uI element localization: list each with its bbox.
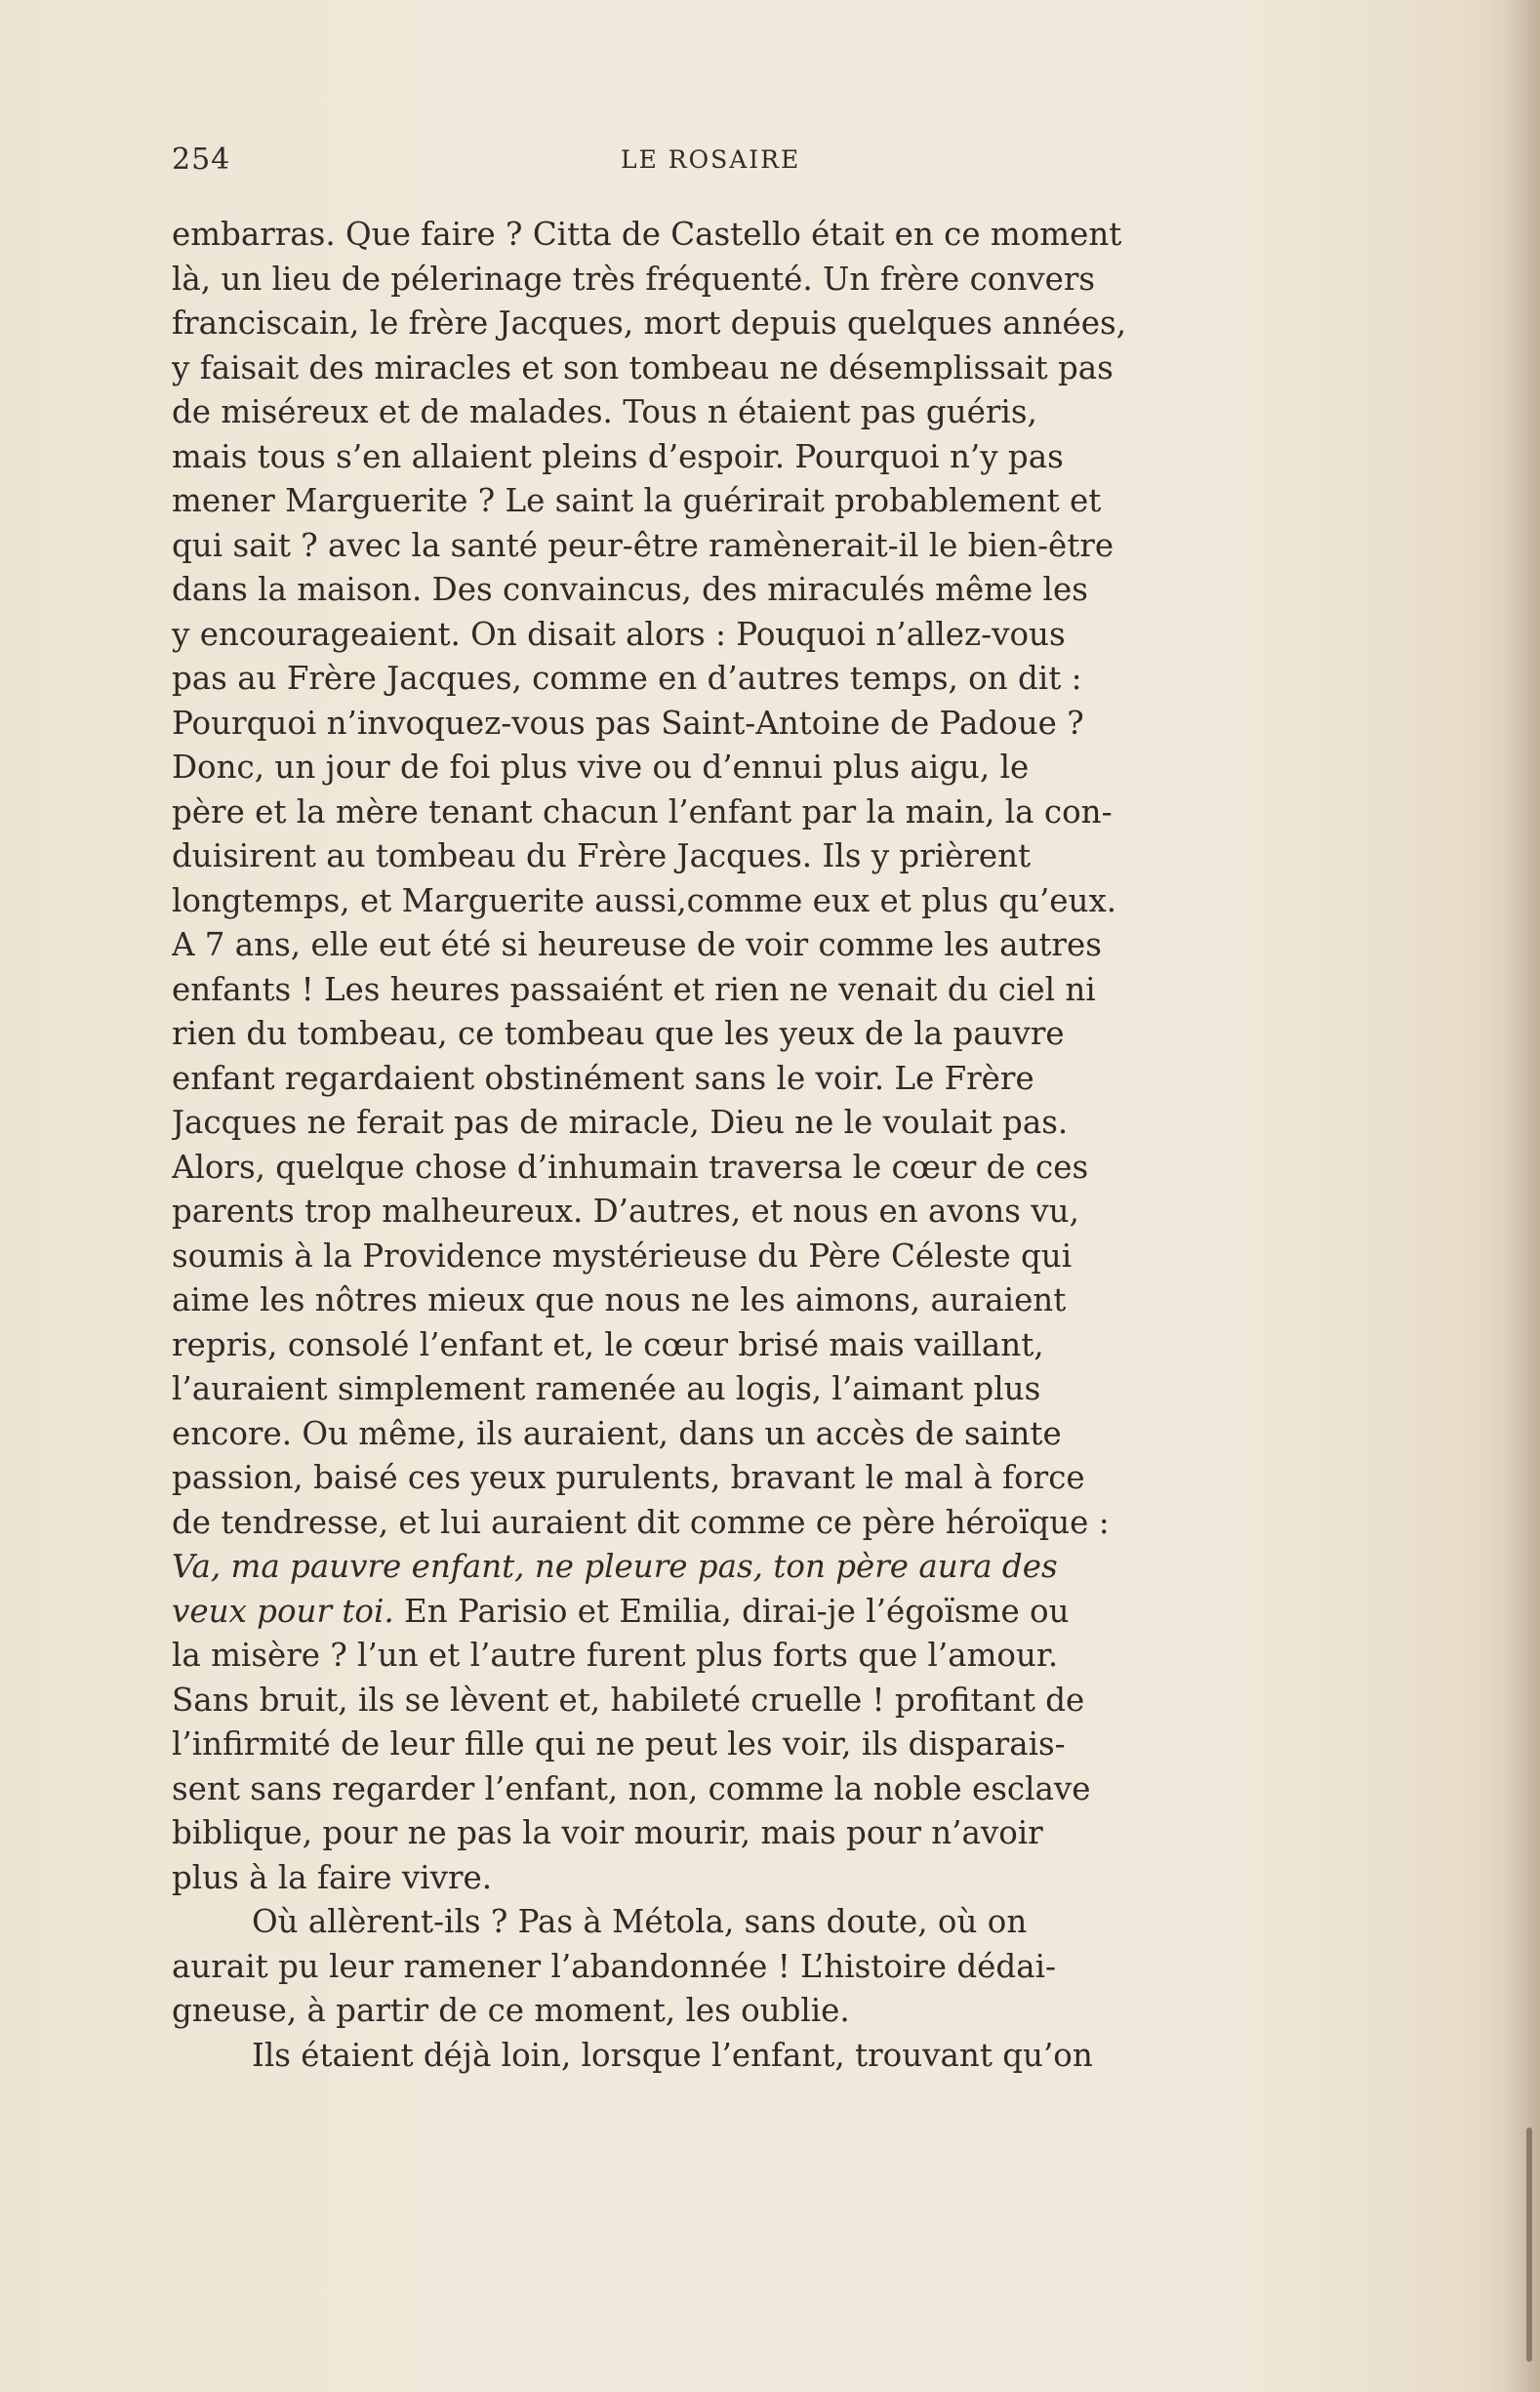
text-line: parents trop malheureux. D’autres, et nous en avons vu, bbox=[172, 1193, 1079, 1230]
text-line: pas au Frère Jacques, comme en d’autres temps, on dit : bbox=[172, 660, 1082, 697]
text-line-mixed bbox=[172, 1590, 1323, 1635]
text-line: passion, baisé ces yeux purulents, bravant le mal à force bbox=[172, 1459, 1085, 1496]
text-line: aurait pu leur ramener l’abandonnée ! L’histoire dédai- bbox=[172, 1947, 1056, 1985]
text-line: la misère ? l’un et l’autre furent plus forts que l’amour. bbox=[172, 1637, 1059, 1674]
text-line: de miséreux et de malades. Tous n étaient pas guéris, bbox=[172, 393, 1037, 430]
page-header bbox=[172, 142, 1323, 183]
text-line: là, un lieu de pélerinage très fréquenté. Un frère convers bbox=[172, 260, 1096, 298]
text-line: dans la maison. Des convaincus, des miraculés même les bbox=[172, 571, 1088, 608]
text-line: longtemps, et Marguerite aussi,comme eux et plus qu’eux. bbox=[172, 881, 1117, 919]
text-line: gneuse, à partir de ce moment, les oublie. bbox=[172, 1992, 850, 2029]
page-edge-shadow bbox=[1505, 0, 1540, 2392]
text-line: Où allèrent-ils ? Pas à Métola, sans doute, où on bbox=[252, 1903, 1028, 1940]
text-line: aime les nôtres mieux que nous ne les aimons, auraient bbox=[172, 1281, 1067, 1318]
text-line: y encourageaient. On disait alors : Pouquoi n’allez-vous bbox=[172, 615, 1066, 653]
text-line: qui sait ? avec la santé peur-être ramènerait-il le bien-être bbox=[172, 526, 1114, 564]
text-line: enfants ! Les heures passaiént et rien ne venait du ciel ni bbox=[172, 970, 1096, 1008]
paragraph-1-lines bbox=[172, 213, 1323, 1545]
text-line: duisirent au tombeau du Frère Jacques. Ils y prièrent bbox=[172, 837, 1032, 874]
text-line: Sans bruit, ils se lèvent et, habileté cruelle ! profitant de bbox=[172, 1681, 1085, 1719]
page-body bbox=[172, 213, 1323, 2078]
text-line: enfant regardaient obstinément sans le voir. Le Frère bbox=[172, 1059, 1034, 1097]
italic-quote-end: veux pour toi. bbox=[172, 1592, 394, 1630]
text-line: l’infirmité de leur fille qui ne peut les voir, ils disparais- bbox=[172, 1725, 1066, 1763]
text-line: père et la mère tenant chacun l’enfant par la main, la con- bbox=[172, 792, 1113, 831]
text-line: Jacques ne ferait pas de miracle, Dieu ne le voulait pas. bbox=[172, 1104, 1069, 1141]
text-line: Alors, quelque chose d’inhumain traversa le cœur de ces bbox=[172, 1148, 1089, 1186]
running-title: LE ROSAIRE bbox=[621, 145, 801, 174]
text-line: Donc, un jour de foi plus vive ou d’ennui plus aigu, le bbox=[172, 749, 1030, 786]
text-line: repris, consolé l’enfant et, le cœur brisé mais vaillant, bbox=[172, 1325, 1044, 1363]
text-line: mener Marguerite ? Le saint la guérirait probablement et bbox=[172, 482, 1102, 519]
paragraph-2-lines bbox=[172, 1900, 1323, 2034]
text-line: l’auraient simplement ramenée au logis, l’aimant plus bbox=[172, 1370, 1041, 1407]
text-line: de tendresse, et lui auraient dit comme ce père héroïque : bbox=[172, 1503, 1110, 1541]
page-number: 254 bbox=[172, 142, 231, 177]
text-line: sent sans regarder l’enfant, non, comme la noble esclave bbox=[172, 1769, 1091, 1807]
text-line: embarras. Que faire ? Citta de Castello était en ce moment bbox=[172, 216, 1122, 253]
paragraph-3-lines bbox=[172, 2034, 1323, 2079]
binding-mark bbox=[1526, 2128, 1532, 2362]
text-line: mais tous s’en allaient pleins d’espoir. Pourquoi n’y pas bbox=[172, 437, 1064, 475]
text-line: y faisait des miracles et son tombeau ne désemplissait pas bbox=[172, 348, 1114, 386]
text-line-continuation: En Parisio et Emilia, dirai-je l’égoïsme ou bbox=[393, 1592, 1070, 1630]
text-line: soumis à la Providence mystérieuse du Père Céleste qui bbox=[172, 1237, 1073, 1275]
text-line: plus à la faire vivre. bbox=[172, 1858, 493, 1896]
text-line: biblique, pour ne pas la voir mourir, mais pour n’avoir bbox=[172, 1814, 1043, 1851]
paragraph-1-end-lines bbox=[172, 1634, 1323, 1900]
text-line: encore. Ou même, ils auraient, dans un accès de sainte bbox=[172, 1414, 1062, 1452]
text-line: Pourquoi n’invoquez-vous pas Saint-Antoine de Padoue ? bbox=[172, 704, 1084, 742]
text-line: franciscain, le frère Jacques, mort depuis quelques années, bbox=[172, 304, 1127, 342]
text-line-italic-quote: Va, ma pauvre enfant, ne pleure pas, ton père aura des bbox=[172, 1548, 1058, 1585]
text-line: rien du tombeau, ce tombeau que les yeux de la pauvre bbox=[172, 1015, 1065, 1052]
text-line: A 7 ans, elle eut été si heureuse de voir comme les autres bbox=[172, 926, 1102, 963]
text-line: Ils étaient déjà loin, lorsque l’enfant, trouvant qu’on bbox=[252, 2036, 1093, 2074]
